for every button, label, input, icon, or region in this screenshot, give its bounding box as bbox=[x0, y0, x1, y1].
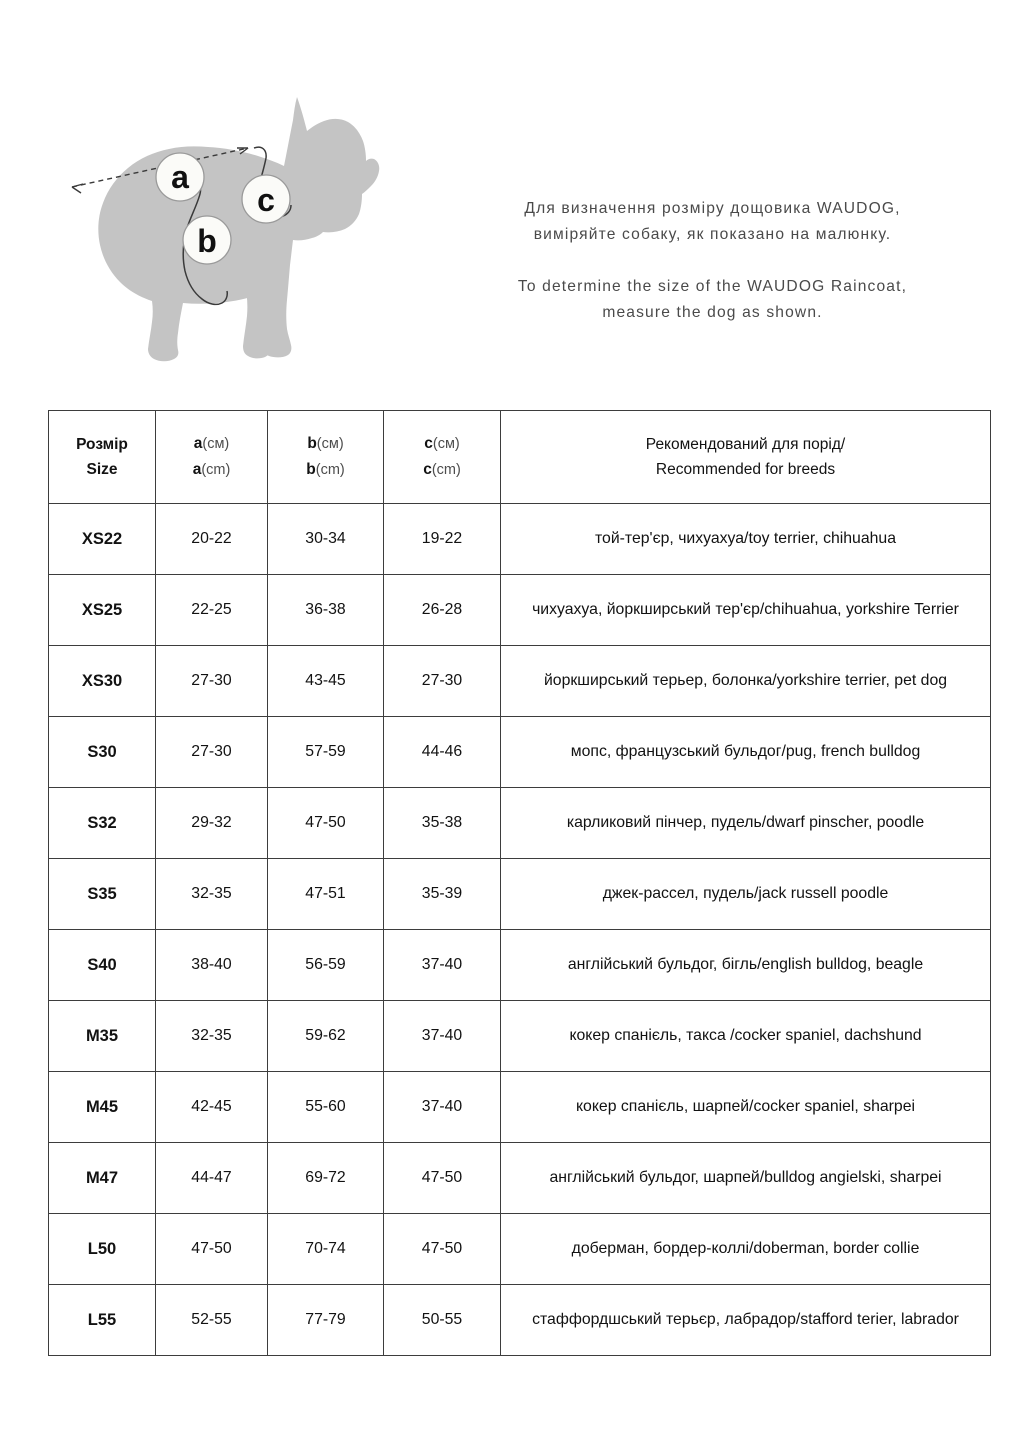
cell-size: S40 bbox=[49, 930, 156, 1001]
cell-size: S30 bbox=[49, 717, 156, 788]
cell-size: M35 bbox=[49, 1001, 156, 1072]
cell-a: 52-55 bbox=[156, 1285, 268, 1356]
cell-a: 22-25 bbox=[156, 575, 268, 646]
table-row bbox=[49, 646, 991, 717]
cell-breeds: кокер спанієль, такса /cocker spaniel, dachshund bbox=[501, 1001, 991, 1072]
column-header-a-unit-uk: (см) bbox=[202, 436, 230, 452]
cell-c: 35-38 bbox=[384, 788, 501, 859]
cell-c: 37-40 bbox=[384, 1001, 501, 1072]
cell-a: 29-32 bbox=[156, 788, 268, 859]
table-row bbox=[49, 1001, 991, 1072]
cell-a: 32-35 bbox=[156, 1001, 268, 1072]
marker-b-label: b bbox=[197, 223, 217, 259]
cell-a: 44-47 bbox=[156, 1143, 268, 1214]
table-row bbox=[49, 717, 991, 788]
cell-size: L50 bbox=[49, 1214, 156, 1285]
cell-b: 57-59 bbox=[268, 717, 384, 788]
table-row bbox=[49, 930, 991, 1001]
instructions-block bbox=[400, 196, 1025, 326]
column-header-c-unit-uk: (см) bbox=[432, 436, 460, 452]
marker-a bbox=[156, 153, 204, 201]
cell-b: 77-79 bbox=[268, 1285, 384, 1356]
column-header-c-uk bbox=[388, 431, 496, 457]
cell-a: 27-30 bbox=[156, 646, 268, 717]
instruction-en-line-1: To determine the size of the WAUDOG Raincoat, bbox=[517, 278, 908, 295]
cell-breeds: джек-рассел, пудель/jack russell poodle bbox=[501, 859, 991, 930]
cell-c: 47-50 bbox=[384, 1214, 501, 1285]
table-row bbox=[49, 1143, 991, 1214]
marker-a-label: a bbox=[171, 159, 189, 195]
cell-c: 47-50 bbox=[384, 1143, 501, 1214]
instructions-ukrainian bbox=[400, 196, 1025, 248]
column-header-size-en: Size bbox=[86, 461, 118, 478]
instructions-english bbox=[400, 274, 1025, 326]
column-header-b-en bbox=[272, 457, 379, 483]
cell-b: 47-51 bbox=[268, 859, 384, 930]
cell-b: 43-45 bbox=[268, 646, 384, 717]
column-header-b-letter-en: b bbox=[306, 461, 316, 478]
cell-b: 69-72 bbox=[268, 1143, 384, 1214]
cell-size: M45 bbox=[49, 1072, 156, 1143]
instruction-uk-line-1: Для визначення розміру дощовика WAUDOG, bbox=[524, 200, 901, 217]
column-header-a-unit-en: (cm) bbox=[201, 462, 231, 478]
column-header-a-letter-en: a bbox=[192, 461, 202, 478]
cell-a: 42-45 bbox=[156, 1072, 268, 1143]
column-header-b-uk bbox=[272, 431, 379, 457]
cell-size: XS22 bbox=[49, 504, 156, 575]
cell-b: 30-34 bbox=[268, 504, 384, 575]
table-row bbox=[49, 788, 991, 859]
cell-c: 26-28 bbox=[384, 575, 501, 646]
cell-size: M47 bbox=[49, 1143, 156, 1214]
cell-breeds: йоркширський терьер, болонка/yorkshire terrier, pet dog bbox=[501, 646, 991, 717]
cell-b: 47-50 bbox=[268, 788, 384, 859]
header-section bbox=[0, 0, 1035, 400]
table-row bbox=[49, 504, 991, 575]
table-row bbox=[49, 575, 991, 646]
column-header-b-letter-uk: b bbox=[307, 435, 317, 452]
table-body bbox=[49, 504, 991, 1356]
column-header-c-unit-en: (cm) bbox=[431, 462, 461, 478]
marker-c bbox=[242, 175, 290, 223]
cell-c: 50-55 bbox=[384, 1285, 501, 1356]
cell-size: L55 bbox=[49, 1285, 156, 1356]
cell-b: 56-59 bbox=[268, 930, 384, 1001]
column-header-breeds-uk: Рекомендований для порід/ bbox=[645, 436, 846, 453]
cell-c: 44-46 bbox=[384, 717, 501, 788]
cell-b: 55-60 bbox=[268, 1072, 384, 1143]
cell-c: 27-30 bbox=[384, 646, 501, 717]
cell-breeds: англійський бульдог, бігль/english bulldog, beagle bbox=[501, 930, 991, 1001]
cell-breeds: англійський бульдог, шарпей/bulldog angielski, sharpei bbox=[501, 1143, 991, 1214]
table-row bbox=[49, 1214, 991, 1285]
cell-size: XS25 bbox=[49, 575, 156, 646]
cell-c: 37-40 bbox=[384, 930, 501, 1001]
table-row bbox=[49, 1285, 991, 1356]
cell-breeds: карликовий пінчер, пудель/dwarf pinscher, poodle bbox=[501, 788, 991, 859]
column-header-a-uk bbox=[160, 431, 263, 457]
cell-breeds: доберман, бордер-коллі/doberman, border collie bbox=[501, 1214, 991, 1285]
cell-a: 27-30 bbox=[156, 717, 268, 788]
column-header-a-en bbox=[160, 457, 263, 483]
column-header-size-uk: Розмір bbox=[76, 436, 128, 453]
column-header-breeds-en: Recommended for breeds bbox=[655, 461, 836, 478]
table-row bbox=[49, 859, 991, 930]
column-header-a-letter-uk: a bbox=[193, 435, 203, 452]
cell-b: 70-74 bbox=[268, 1214, 384, 1285]
column-header-breeds bbox=[501, 411, 991, 504]
cell-breeds: мопс, французський бульдог/pug, french bulldog bbox=[501, 717, 991, 788]
column-header-c-letter-uk: c bbox=[424, 435, 433, 452]
column-header-size bbox=[49, 411, 156, 504]
cell-breeds: той-тер'єр, чихуахуа/toy terrier, chihuahua bbox=[501, 504, 991, 575]
dog-measurement-diagram bbox=[48, 85, 398, 380]
table-row bbox=[49, 1072, 991, 1143]
cell-c: 37-40 bbox=[384, 1072, 501, 1143]
column-header-c-en bbox=[388, 457, 496, 483]
cell-c: 35-39 bbox=[384, 859, 501, 930]
cell-b: 36-38 bbox=[268, 575, 384, 646]
cell-breeds: чихуахуа, йоркширський тер'єр/chihuahua, yorkshire Terrier bbox=[501, 575, 991, 646]
column-header-b-unit-uk: (см) bbox=[316, 436, 344, 452]
cell-size: S35 bbox=[49, 859, 156, 930]
cell-breeds: стаффордшський терьєр, лабрадор/stafford terier, labrador bbox=[501, 1285, 991, 1356]
table-header-row bbox=[49, 411, 991, 504]
cell-size: XS30 bbox=[49, 646, 156, 717]
cell-b: 59-62 bbox=[268, 1001, 384, 1072]
instruction-uk-line-2: виміряйте собаку, як показано на малюнку. bbox=[533, 226, 892, 243]
dog-silhouette-shape bbox=[98, 97, 379, 361]
size-chart-table bbox=[48, 410, 991, 1356]
column-header-b-unit-en: (cm) bbox=[315, 462, 345, 478]
column-header-b bbox=[268, 411, 384, 504]
column-header-c bbox=[384, 411, 501, 504]
table-header bbox=[49, 411, 991, 504]
cell-breeds: кокер спанієль, шарпей/cocker spaniel, sharpei bbox=[501, 1072, 991, 1143]
marker-b bbox=[183, 216, 231, 264]
column-header-c-letter-en: c bbox=[423, 461, 432, 478]
cell-a: 47-50 bbox=[156, 1214, 268, 1285]
marker-c-label: c bbox=[257, 182, 275, 218]
size-chart-table-wrapper bbox=[48, 410, 990, 1356]
cell-size: S32 bbox=[49, 788, 156, 859]
instruction-en-line-2: measure the dog as shown. bbox=[602, 304, 823, 321]
column-header-a bbox=[156, 411, 268, 504]
cell-c: 19-22 bbox=[384, 504, 501, 575]
cell-a: 32-35 bbox=[156, 859, 268, 930]
cell-a: 20-22 bbox=[156, 504, 268, 575]
cell-a: 38-40 bbox=[156, 930, 268, 1001]
